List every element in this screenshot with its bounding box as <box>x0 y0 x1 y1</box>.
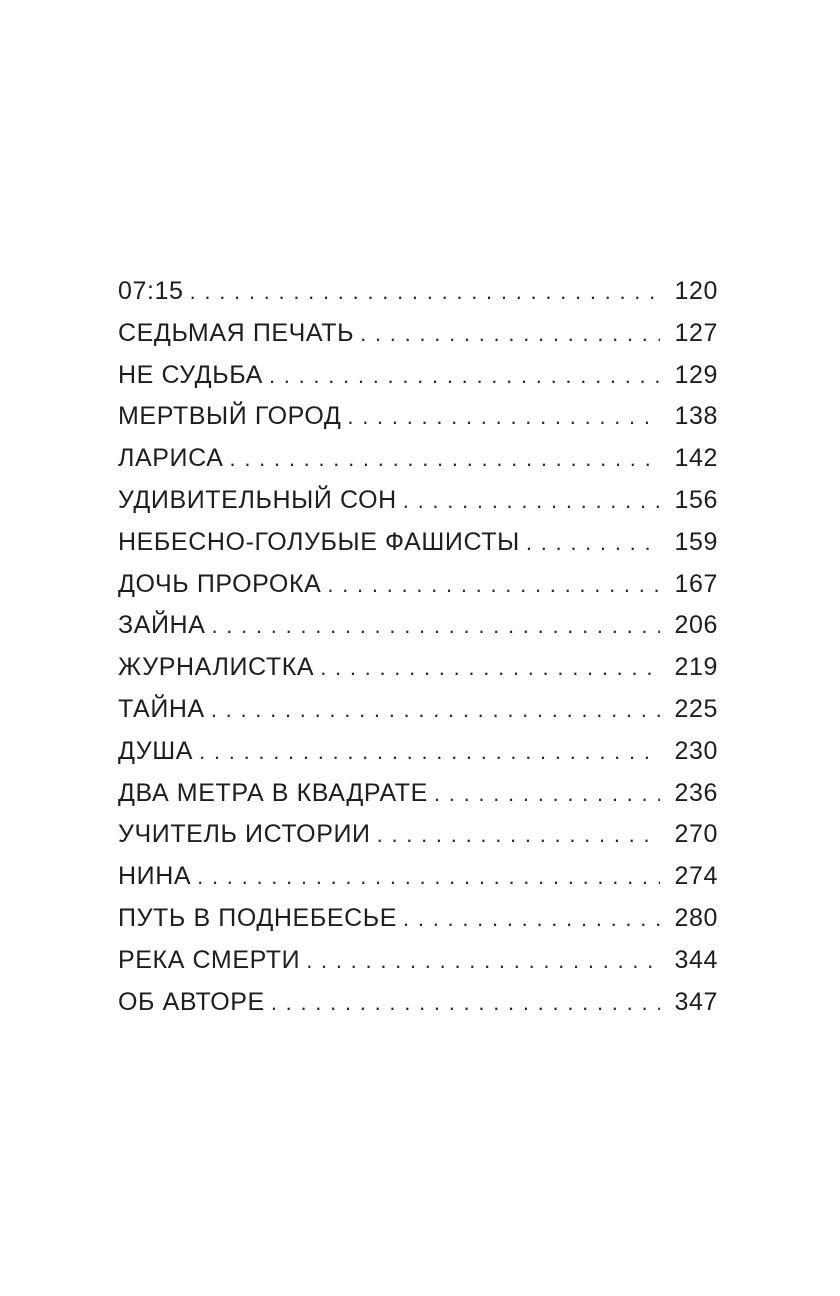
toc-dot-leader <box>377 814 660 856</box>
toc-entry-title: НЕ СУДЬБА <box>118 360 263 389</box>
toc-entry-page: 274 <box>674 862 718 891</box>
toc-dot-leader <box>197 856 660 898</box>
toc-entry-title: УДИВИТЕЛЬНЫЙ СОН <box>118 485 397 514</box>
toc-dot-leader <box>434 773 660 815</box>
toc-entry-title: НЕБЕСНО-ГОЛУБЫЕ ФАШИСТЫ <box>118 527 520 556</box>
toc-entry-title: НИНА <box>118 862 192 891</box>
toc-entry-page: 206 <box>674 611 718 640</box>
toc-entry-title: ПУТЬ В ПОДНЕБЕСЬЕ <box>118 903 398 932</box>
toc-entry <box>118 898 718 940</box>
toc-entry-page: 270 <box>674 820 718 849</box>
toc-entry-page: 129 <box>674 360 718 389</box>
toc-entry-page: 120 <box>674 277 718 305</box>
table-of-contents <box>118 271 718 1023</box>
toc-dot-leader <box>269 355 660 397</box>
toc-entry <box>118 271 718 313</box>
toc-entry <box>118 814 718 856</box>
toc-dot-leader <box>320 647 660 689</box>
toc-entry <box>118 605 718 647</box>
toc-dot-leader <box>190 271 660 313</box>
toc-entry-page: 219 <box>674 653 718 682</box>
toc-entry <box>118 522 718 564</box>
toc-entry-title: УЧИТЕЛЬ ИСТОРИИ <box>118 820 371 849</box>
toc-entry-title: ЛАРИСА <box>118 444 224 473</box>
toc-entry <box>118 731 718 773</box>
toc-entry-title: ЖУРНАЛИСТКА <box>118 653 315 682</box>
toc-entry-page: 142 <box>674 444 718 473</box>
toc-entry-title: ЗАЙНА <box>118 611 206 640</box>
toc-dot-leader <box>526 522 660 564</box>
toc-entry-page: 347 <box>674 987 718 1016</box>
toc-entry <box>118 438 718 480</box>
toc-entry-page: 156 <box>674 485 718 514</box>
toc-entry <box>118 564 718 606</box>
toc-entry-title: ДУША <box>118 736 194 765</box>
toc-entry-page: 167 <box>674 569 718 598</box>
toc-dot-leader <box>271 982 660 1024</box>
toc-entry <box>118 856 718 898</box>
toc-entry <box>118 940 718 982</box>
toc-entry-title: РЕКА СМЕРТИ <box>118 945 301 974</box>
toc-entry <box>118 773 718 815</box>
toc-entry-title: ОБ АВТОРЕ <box>118 987 265 1016</box>
toc-entry-page: 344 <box>674 945 718 974</box>
toc-dot-leader <box>403 898 660 940</box>
toc-dot-leader <box>360 313 660 355</box>
toc-entry-title: 07:15 <box>118 277 184 305</box>
toc-entry <box>118 355 718 397</box>
toc-dot-leader <box>211 605 660 647</box>
toc-entry-page: 138 <box>674 402 718 431</box>
toc-entry-page: 280 <box>674 903 718 932</box>
toc-dot-leader <box>327 564 660 606</box>
toc-entry-title: ДВА МЕТРА В КВАДРАТЕ <box>118 778 428 807</box>
toc-entry-title: СЕДЬМАЯ ПЕЧАТЬ <box>118 318 355 347</box>
toc-entry <box>118 480 718 522</box>
toc-entry <box>118 396 718 438</box>
toc-dot-leader <box>306 940 660 982</box>
toc-entry-page: 230 <box>674 736 718 765</box>
toc-entry-page: 225 <box>674 694 718 723</box>
toc-entry <box>118 313 718 355</box>
toc-dot-leader <box>211 689 660 731</box>
toc-entry-title: ДОЧЬ ПРОРОКА <box>118 569 322 598</box>
toc-entry-page: 159 <box>674 527 718 556</box>
toc-entry-title: ТАЙНА <box>118 694 205 723</box>
toc-dot-leader <box>230 438 660 480</box>
toc-entry-title: МЕРТВЫЙ ГОРОД <box>118 402 342 431</box>
toc-dot-leader <box>347 396 660 438</box>
toc-entry <box>118 647 718 689</box>
toc-entry <box>118 689 718 731</box>
toc-entry-page: 127 <box>674 318 718 347</box>
toc-dot-leader <box>199 731 660 773</box>
toc-entry <box>118 982 718 1024</box>
toc-entry-page: 236 <box>674 778 718 807</box>
toc-dot-leader <box>403 480 660 522</box>
